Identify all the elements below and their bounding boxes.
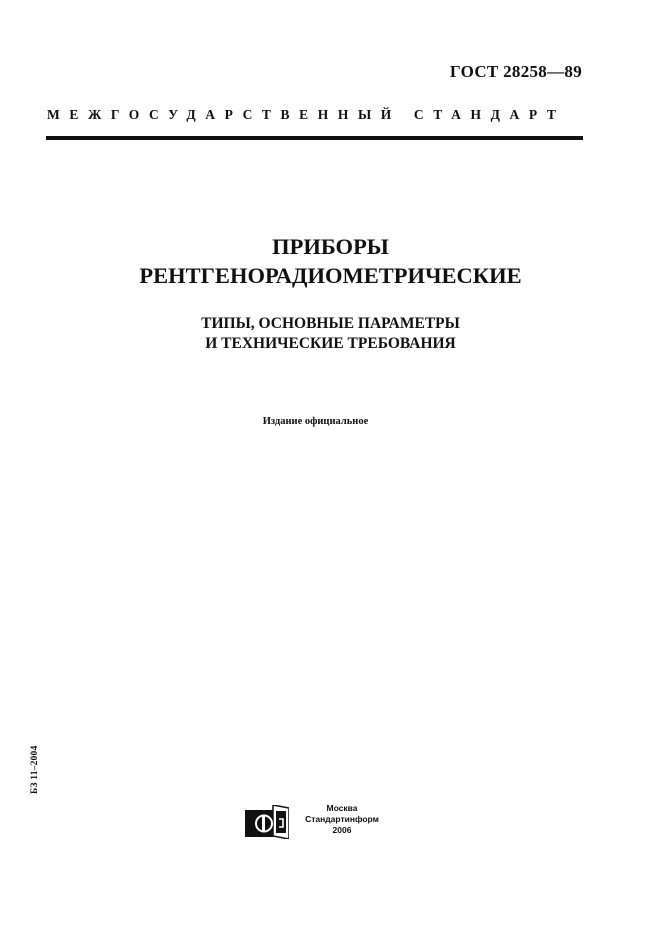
standard-type-heading: МЕЖГОСУДАРСТВЕННЫЙ СТАНДАРТ xyxy=(47,107,566,122)
document-number: ГОСТ 28258—89 xyxy=(449,62,582,81)
publisher-city: Москва xyxy=(326,803,358,813)
publisher-imprint xyxy=(292,803,392,836)
header-rule xyxy=(46,136,583,140)
title-line-1: ПРИБОРЫ xyxy=(272,234,389,259)
standartinform-logo-icon xyxy=(245,805,289,839)
document-subtitle xyxy=(0,314,661,354)
publisher-name: Стандартинформ xyxy=(305,814,379,824)
document-title xyxy=(0,232,661,290)
publisher-year: 2006 xyxy=(332,825,352,835)
edition-note: Издание официальное xyxy=(262,416,369,427)
title-line-2: РЕНТГЕНОРАДИОМЕТРИЧЕСКИЕ xyxy=(139,263,522,288)
subtitle-line-2: И ТЕХНИЧЕСКИЕ ТРЕБОВАНИЯ xyxy=(205,335,456,352)
side-code: БЗ 11–2004 xyxy=(30,745,40,794)
subtitle-line-1: ТИПЫ, ОСНОВНЫЕ ПАРАМЕТРЫ xyxy=(201,315,460,332)
